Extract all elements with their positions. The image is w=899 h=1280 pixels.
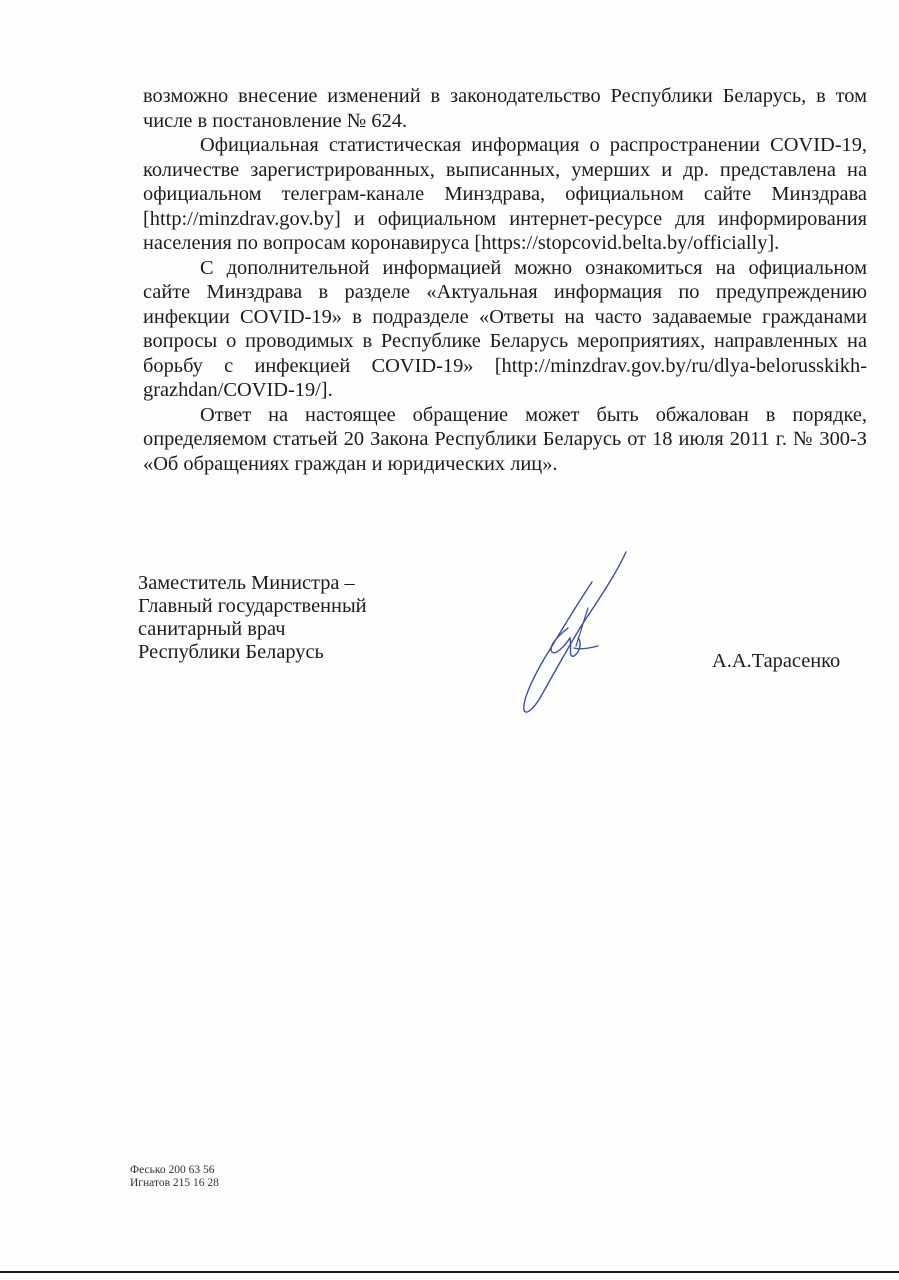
letter-body	[143, 84, 867, 476]
executor-contact-line: Фесько 200 63 56	[130, 1164, 215, 1176]
signatory-title-line: Республики Беларусь	[138, 641, 324, 663]
signatory-title-line: Заместитель Министра –	[138, 572, 355, 594]
executor-contact-line: Игнатов 215 16 28	[130, 1176, 219, 1189]
paragraph-1: возможно внесение изменений в законодательство Республики Беларусь, в том числе в постановление № 624.	[143, 85, 867, 132]
paragraph-3: С дополнительной информацией можно ознакомиться на официальном сайте Минздрава в разделе «Актуальная информация по предупреждению инфекции COVID-19» в подразделе «Ответы на часто задаваемые гражданами вопросы о проводимых в Республике Беларусь мероприятиях, направленных на борьбу с инфекцией COVID-19» [http://minzdrav.gov.by/ru/dlya-belorusskikh-grazhdan/COVID-19/].	[143, 256, 867, 401]
scan-bottom-edge	[0, 1271, 899, 1273]
paragraph-2: Официальная статистическая информация о распространении COVID-19, количестве зарегистрированных, выписанных, умерших и др. представлена на официальном телеграм-канале Минздрава, официальном сайте Минздрава [http://minzdrav.gov.by] и официальном интернет-ресурсе для информирования населения по вопросам коронавируса [https://stopcovid.belta.by/officially].	[143, 134, 867, 254]
signatory-title-line: Главный государственный	[138, 595, 367, 617]
paragraph-4: Ответ на настоящее обращение может быть обжалован в порядке, определяемом статьей 20 Закона Республики Беларусь от 18 июля 2011 г. № 300-З «Об обращениях граждан и юридических лиц».	[143, 403, 867, 475]
signatory-title-line: санитарный врач	[138, 618, 286, 640]
executor-contacts	[130, 1164, 219, 1189]
signatory-title	[138, 572, 367, 664]
handwritten-signature	[518, 548, 638, 718]
signatory-name: А.А.Тарасенко	[712, 650, 841, 672]
